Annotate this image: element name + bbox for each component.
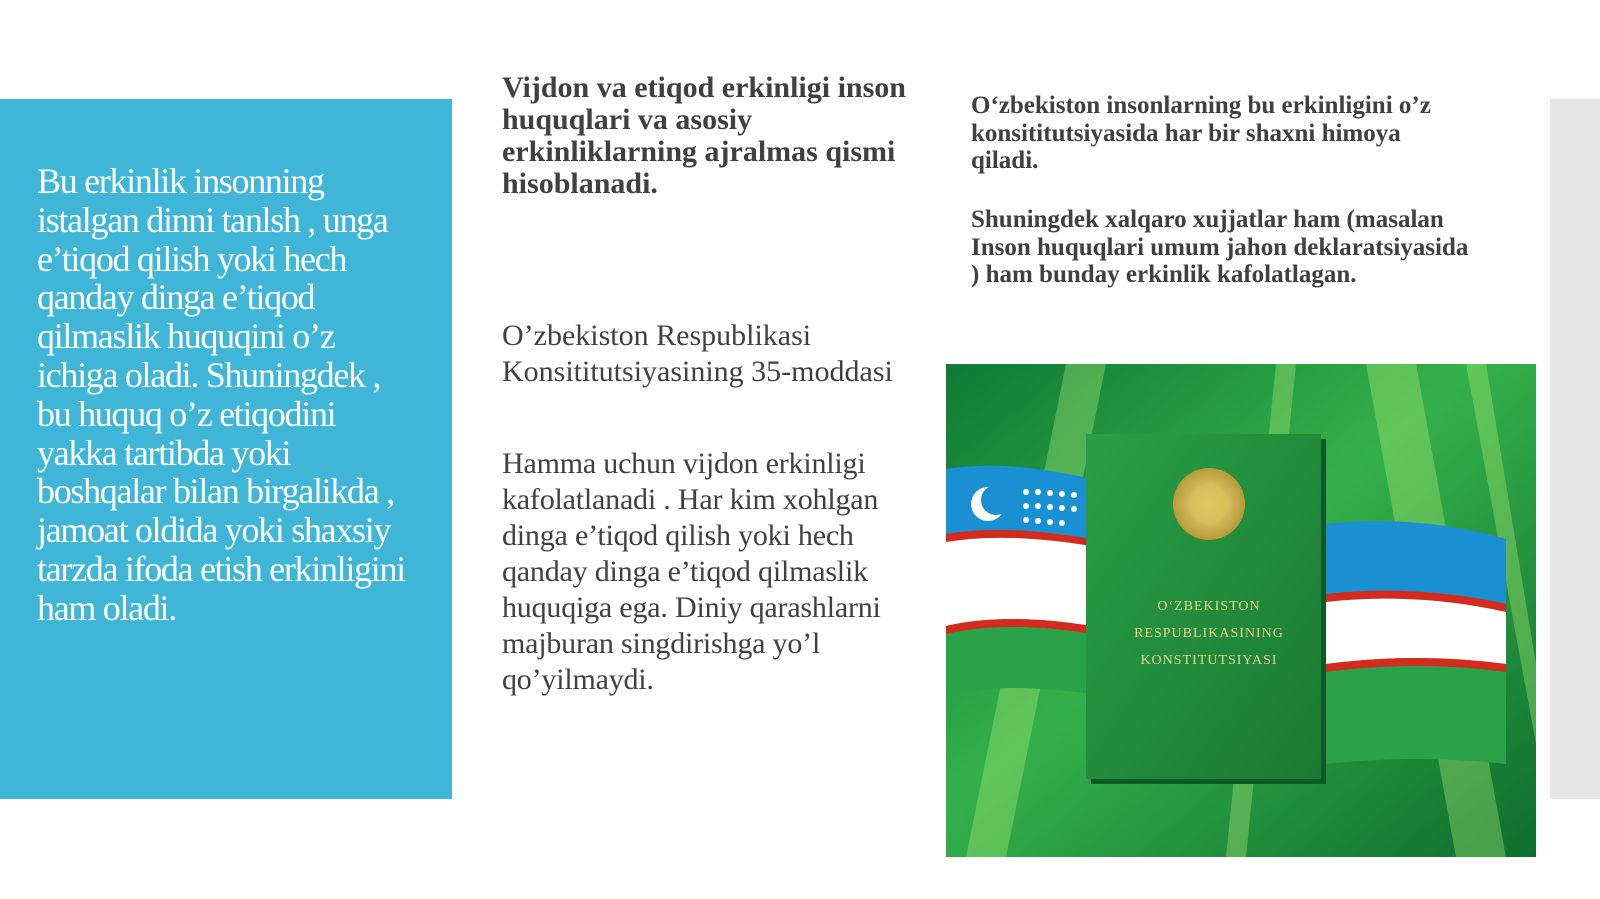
right-paragraph-1: O‘zbekiston insonlarning bu erkinligini o’z konsititutsiyasida har bir shaxni himoya qiladi. <box>971 92 1431 174</box>
flag-right <box>1326 521 1506 764</box>
book-title-line1: O‘ZBEKISTON <box>1157 599 1261 614</box>
book-title-line2: RESPUBLIKASINING <box>1134 626 1284 641</box>
constitution-article-body: Hamma uchun vijdon erkinligi kafolatlanadi . Har kim xohlgan dinga e’tiqod qilish yoki hech qanday dinga e’tiqod qilmaslik huquqiga ega. Diniy qarashlarni majburan singdirishga yo’l qo’yilmaydi. <box>502 447 881 696</box>
book-title-line3: KONSTITUTSIYASI <box>1140 653 1278 668</box>
constitution-book-photo <box>946 364 1536 857</box>
flag-left <box>946 466 1091 694</box>
right-paragraph-2: Shuningdek xalqaro xujjatlar ham (masalan Inson huquqlari umum jahon deklaratsiyasida ) ham bunday erkinlik kafolatlagan. <box>971 206 1469 288</box>
constitution-article-title: O’zbekiston Respublikasi Konsititutsiyasining 35-moddasi <box>502 319 893 388</box>
left-panel-text: Bu erkinlik insonning istalgan dinni tanlsh , unga e’tiqod qilish yoki hech qanday dinga e’tiqod qilmaslik huquqini o’z ichiga oladi. Shuningdek , bu huquq o’z etiqodini yakka tartibda yoki boshqalar bilan birgalikda , jamoat oldida yoki shaxsiy tarzda ifoda etish erkinligini ham oladi. <box>37 161 405 628</box>
middle-heading: Vijdon va etiqod erkinligi inson huquqlari va asosiy erkinliklarning ajralmas qismi hisoblanadi. <box>502 71 906 200</box>
right-gray-bar <box>1550 99 1600 799</box>
